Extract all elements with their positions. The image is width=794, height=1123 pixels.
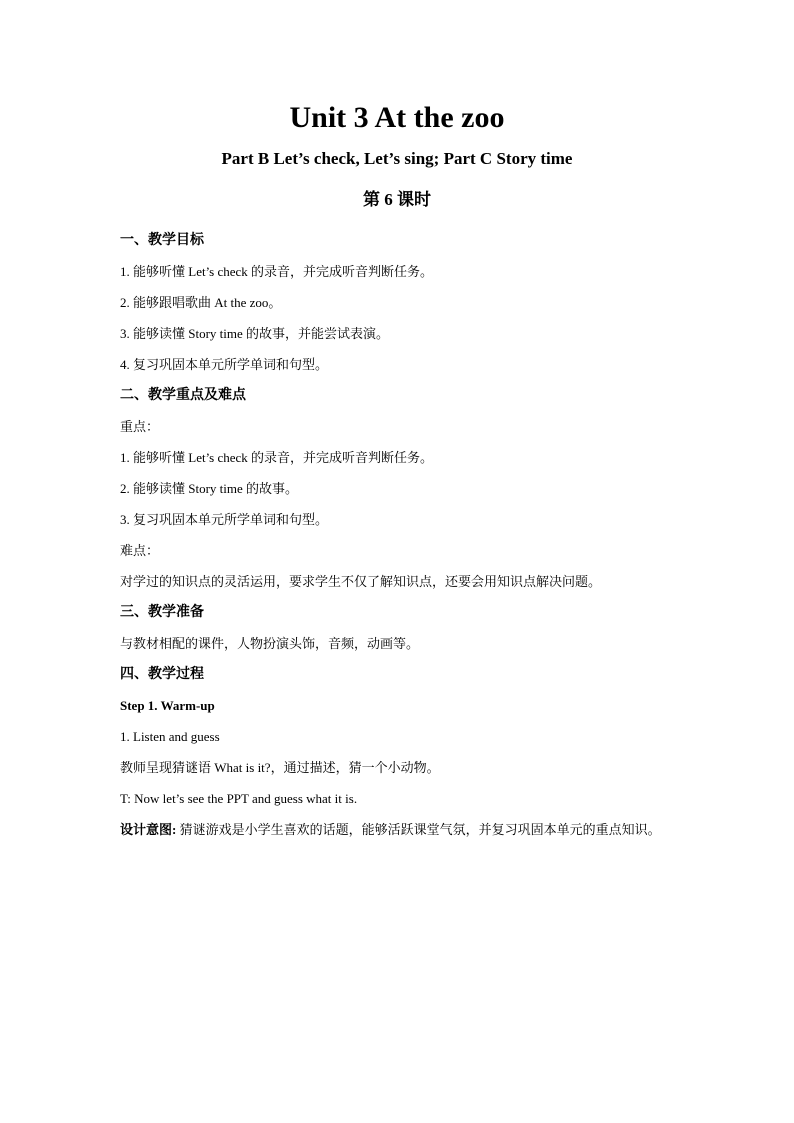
objective-item: 3. 能够读懂 Story time 的故事，并能尝试表演。 — [120, 326, 390, 341]
focus-item: 2. 能够读懂 Story time 的故事。 — [120, 481, 299, 496]
design-intent-label: 设计意图: — [120, 822, 177, 837]
process-line: 教师呈现猜谜语 What is it?，通过描述，猜一个小动物。 — [120, 760, 440, 775]
section-heading-process: 四、教学过程 — [120, 667, 204, 682]
design-intent-text: 猜谜游戏是小学生喜欢的话题，能够活跃课堂气氛，并复习巩固本单元的重点知识。 — [176, 822, 661, 837]
document-subtitle: Part B Let’s check, Let’s sing; Part C Story time — [221, 149, 573, 168]
objective-item: 4. 复习巩固本单元所学单词和句型。 — [120, 357, 329, 372]
design-intent — [120, 814, 680, 845]
focus-label: 重点： — [120, 419, 160, 434]
focus-item: 1. 能够听懂 Let’s check 的录音，并完成听音判断任务。 — [120, 450, 434, 465]
objective-item: 1. 能够听懂 Let’s check 的录音，并完成听音判断任务。 — [120, 264, 434, 279]
section-heading-objectives: 一、教学目标 — [120, 233, 204, 248]
focus-item: 3. 复习巩固本单元所学单词和句型。 — [120, 512, 329, 527]
preparation-text: 与教材相配的课件，人物扮演头饰，音频，动画等。 — [120, 636, 420, 651]
document-body — [120, 225, 680, 845]
process-line: T: Now let’s see the PPT and guess what it is. — [120, 791, 358, 806]
section-heading-preparation: 三、教学准备 — [120, 605, 204, 620]
step-title: Step 1. Warm-up — [120, 698, 215, 713]
difficulty-label: 难点： — [120, 543, 160, 558]
objective-item: 2. 能够跟唱歌曲 At the zoo。 — [120, 295, 282, 310]
step-subitem: 1. Listen and guess — [120, 729, 220, 744]
document-title: Unit 3 At the zoo — [289, 101, 505, 134]
lesson-number: 第 6 课时 — [363, 190, 431, 209]
difficulty-text: 对学过的知识点的灵活运用，要求学生不仅了解知识点，还要会用知识点解决问题。 — [120, 574, 602, 589]
section-heading-keypoints: 二、教学重点及难点 — [120, 388, 246, 403]
